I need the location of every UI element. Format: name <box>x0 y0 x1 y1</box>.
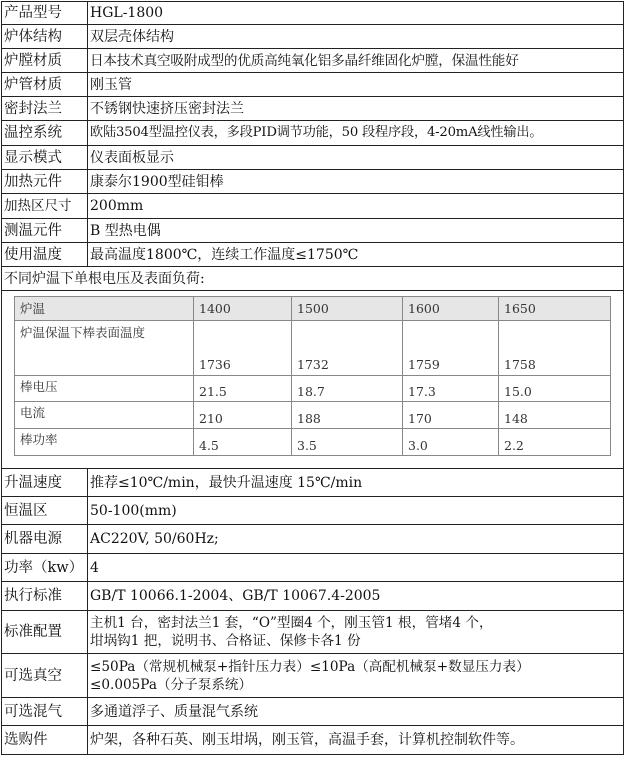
load-row-label: 电流 <box>15 402 194 429</box>
load-cell: 3.5 <box>292 429 403 456</box>
spec-key: 机器电源 <box>2 525 88 554</box>
spec-row <box>2 726 624 755</box>
load-cell: 188 <box>292 402 403 429</box>
load-row <box>15 321 611 376</box>
spec-row <box>2 654 624 698</box>
load-row <box>15 376 611 402</box>
spec-key: 恒温区 <box>2 497 88 525</box>
spec-row <box>2 554 624 582</box>
spec-row <box>2 219 624 243</box>
spec-row <box>2 49 624 73</box>
spec-value: 炉架，各种石英、刚玉坩埚，刚玉管，高温手套，计算机控制软件等。 <box>88 726 624 755</box>
load-cell: 4.5 <box>194 429 292 456</box>
spec-key: 升温速度 <box>2 469 88 497</box>
spec-value: AC220V, 50/60Hz; <box>88 525 624 554</box>
spec-value: B 型热电偶 <box>88 219 624 243</box>
spec-value: 多通道浮子、质量混气系统 <box>88 698 624 726</box>
load-cell: 17.3 <box>403 376 499 402</box>
spec-row <box>2 525 624 554</box>
spec-key: 使用温度 <box>2 243 88 267</box>
spec-key: 显示模式 <box>2 146 88 170</box>
spec-row <box>2 146 624 170</box>
spec-value-line: ≤0.005Pa（分子泵系统） <box>90 676 253 693</box>
spec-row <box>2 97 624 121</box>
load-header-cell: 1650 <box>499 297 611 321</box>
spec-row <box>2 194 624 219</box>
spec-key: 密封法兰 <box>2 97 88 121</box>
spec-row <box>2 497 624 525</box>
spec-value: 50-100(mm) <box>88 497 624 525</box>
spec-key: 标准配置 <box>2 611 88 654</box>
load-row-label: 炉温保温下棒表面温度 <box>15 321 194 376</box>
spec-key: 加热区尺寸 <box>2 194 88 219</box>
load-cell: 1758 <box>499 321 611 376</box>
spec-row <box>2 698 624 726</box>
spec-row <box>2 73 624 97</box>
load-cell: 148 <box>499 402 611 429</box>
spec-table <box>1 1 624 755</box>
spec-key: 执行标准 <box>2 582 88 611</box>
spec-value: GB/T 10066.1-2004、GB/T 10067.4-2005 <box>88 582 624 611</box>
spec-value: 4 <box>88 554 624 582</box>
load-row-label: 棒电压 <box>15 376 194 402</box>
spec-sheet <box>1 1 623 766</box>
load-cell: 170 <box>403 402 499 429</box>
load-cell: 1736 <box>194 321 292 376</box>
spec-value: 康泰尔1900型硅钼棒 <box>88 170 624 194</box>
load-cell: 18.7 <box>292 376 403 402</box>
spec-key: 加热元件 <box>2 170 88 194</box>
spec-key: 选购件 <box>2 726 88 755</box>
load-cell: 210 <box>194 402 292 429</box>
spec-value: 最高温度1800℃，连续工作温度≤1750℃ <box>88 243 624 267</box>
spec-row <box>2 582 624 611</box>
spec-row <box>2 25 624 49</box>
load-header-cell: 1400 <box>194 297 292 321</box>
spec-key: 功率（kw） <box>2 554 88 582</box>
spec-row <box>2 611 624 654</box>
spec-key: 温控系统 <box>2 121 88 146</box>
spec-row <box>2 243 624 267</box>
spec-key: 可选混气 <box>2 698 88 726</box>
load-row <box>15 402 611 429</box>
spec-key: 产品型号 <box>2 2 88 25</box>
spec-row <box>2 121 624 146</box>
spec-row <box>2 2 624 25</box>
spec-key: 炉膛材质 <box>2 49 88 73</box>
load-header-cell: 1500 <box>292 297 403 321</box>
load-row <box>15 429 611 456</box>
spec-value: 双层壳体结构 <box>88 25 624 49</box>
load-cell: 2.2 <box>499 429 611 456</box>
spec-value: 欧陆3504型温控仪表，多段PID调节功能，50 段程序段，4-20mA线性输出。 <box>88 121 624 146</box>
spec-key: 测温元件 <box>2 219 88 243</box>
load-title-row <box>2 267 624 291</box>
load-table-row <box>2 291 624 469</box>
spec-row <box>2 170 624 194</box>
spec-value: HGL-1800 <box>88 2 624 25</box>
load-header-label: 炉温 <box>15 297 194 321</box>
spec-value-line: 坩埚钩1 把，说明书、合格证、保修卡各1 份 <box>90 633 361 649</box>
spec-row <box>2 469 624 497</box>
load-cell: 1759 <box>403 321 499 376</box>
load-cell: 1732 <box>292 321 403 376</box>
spec-value: 日本技术真空吸附成型的优质高纯氧化铝多晶纤维固化炉膛，保温性能好 <box>88 49 624 73</box>
spec-value: 仪表面板显示 <box>88 146 624 170</box>
spec-key: 可选真空 <box>2 654 88 698</box>
spec-value-line: ≤50Pa（常规机械泵+指针压力表）≤10Pa（高配机械泵+数显压力表） <box>90 658 530 675</box>
load-row-label: 棒功率 <box>15 429 194 456</box>
load-table <box>14 296 611 456</box>
spec-value: 推荐≤10℃/min，最快升温速度 15℃/min <box>88 469 624 497</box>
load-cell: 3.0 <box>403 429 499 456</box>
load-header-row <box>15 297 611 321</box>
load-cell: 21.5 <box>194 376 292 402</box>
load-section-title: 不同炉温下单根电压及表面负荷: <box>2 267 624 291</box>
load-header-cell: 1600 <box>403 297 499 321</box>
spec-value: 不锈钢快速挤压密封法兰 <box>88 97 624 121</box>
spec-value: 200mm <box>88 194 624 219</box>
spec-value-line: 主机1 台，密封法兰1 套，“O”型圈4 个，刚玉管1 根，管堵4 个， <box>90 615 493 631</box>
spec-value: 刚玉管 <box>88 73 624 97</box>
spec-key: 炉体结构 <box>2 25 88 49</box>
load-cell: 15.0 <box>499 376 611 402</box>
spec-key: 炉管材质 <box>2 73 88 97</box>
